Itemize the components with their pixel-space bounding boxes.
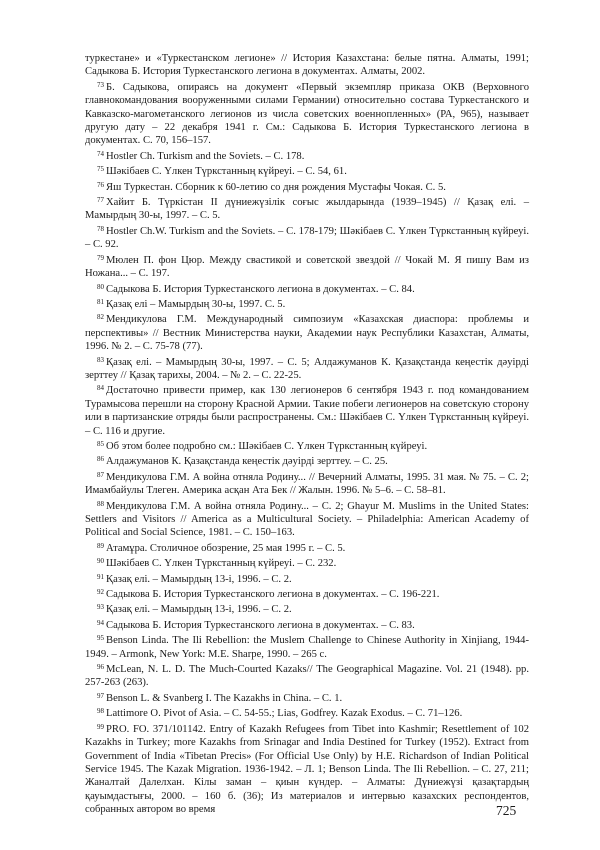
- endnote-text: Мендикулова Г.М. Международный симпозиум «Казахская диаспора: проблемы и перспективы» // Вестник Министерства науки, Академии наук Республики Казахстан, Алматы, 1996. № 2. – С. 75-78 (77).: [85, 314, 529, 353]
- endnote-text: Қазақ елі. – Мамырдың 13-і, 1996. – С. 2.: [106, 604, 292, 616]
- endnote-text: Hostler Ch.W. Turkism and the Soviets. – С. 178-179; Шәкібаев С. Үлкен Түркстанның күйреуі. – С. 92.: [85, 225, 529, 251]
- endnote-number: 83: [97, 355, 104, 364]
- endnote-77: [85, 194, 529, 223]
- endnote-text: Hostler Ch. Turkism and the Soviets. – С. 178.: [106, 150, 305, 162]
- endnotes-block: [85, 52, 529, 817]
- endnote-text: Қазақ елі. – Мамырдың 30-ы, 1997. – С. 5; Алдажуманов К. Қазақстанда кеңестік дәуірді зерттеу // Қазақ тарихы, 2004. – № 2. – С. 22-25.: [85, 356, 529, 381]
- endnote-number: 84: [97, 384, 104, 393]
- endnote-number: 90: [97, 557, 104, 566]
- endnote-number: 93: [97, 603, 104, 612]
- endnote-85: [85, 438, 529, 453]
- endnote-74: [85, 148, 529, 163]
- endnote-text: Достаточно привести пример, как 130 легионеров 6 сентября 1943 г. под командованием Турамысова перешли на сторону Красной Армии. Такие побеги легионеров на советскую сторону или в партизанские отряды были распространены. См.: Шәкібаев С. Үлкен Түркстанның күйреуі. – С. 116 и другие.: [85, 385, 529, 437]
- endnote-number: 80: [97, 282, 104, 291]
- endnote-91: [85, 571, 529, 586]
- endnote-number: 73: [97, 80, 104, 89]
- endnote-83: [85, 354, 529, 383]
- endnote-93: [85, 601, 529, 616]
- endnote-text: Қазақ елі. – Мамырдың 13-і, 1996. – С. 2.: [106, 573, 292, 585]
- endnote-number: 92: [97, 588, 104, 597]
- page-number: 725: [496, 803, 517, 818]
- endnote-86: [85, 453, 529, 468]
- endnote-text: Атамұра. Столичное обозрение, 25 мая 1995 г. – С. 5.: [106, 542, 346, 554]
- endnote-text: Қазақ елі – Мамырдың 30-ы, 1997. С. 5.: [106, 298, 286, 310]
- endnote-number: 97: [97, 691, 104, 700]
- endnote-number: 96: [97, 663, 104, 672]
- endnote-number: 79: [97, 253, 104, 262]
- endnote-text: туркестане» и «Туркестанском легионе» // История Казахстана: белые пятна. Алматы, 1991; Садыкова Б. История Туркестанского легиона в документах. Алматы, 2002.: [85, 53, 529, 78]
- endnote-text: Хайит Б. Түркістан ІІ дүниежүзілік соғыс жылдарында (1939–1945) // Қазақ елі. – Мамырдың 30-ы, 1997. – С. 5.: [85, 197, 529, 222]
- endnote-87: [85, 469, 529, 498]
- endnote-number: 75: [97, 165, 104, 174]
- endnote-81: [85, 296, 529, 311]
- endnote-99: [85, 721, 529, 817]
- endnote-88: [85, 498, 529, 540]
- endnote-94: [85, 617, 529, 632]
- endnote-number: 88: [97, 499, 104, 508]
- endnote-number: 89: [97, 541, 104, 550]
- endnote-text: McLean, N. L. D. The Much-Courted Kazaks// The Geographical Magazine. Vol. 21 (1948). pp. 257-263 (263).: [85, 664, 529, 689]
- endnote-text: Шәкібаев С. Үлкен Түркстанның күйреуі. – С. 54, 61.: [106, 166, 347, 178]
- endnote-number: 87: [97, 470, 104, 479]
- endnote-73: [85, 79, 529, 148]
- endnote-text: Б. Садыкова, опираясь на документ «Первый экземпляр приказа ОКВ (Верховного главнокомандования вооруженными силами Германии) относительно состава Туркестанского и Кавказско-магометанского легионов из числа советских военнопленных» (РА, 965), называет другую дату – 22 декабря 1941 г. См.: Садыкова Б. История Туркестанского легиона в документах. С. 70, 156–157.: [85, 81, 529, 147]
- endnote-text: Об этом более подробно см.: Шәкібаев С. Үлкен Түркстанның күйреуі.: [106, 440, 428, 452]
- endnote-text: Садыкова Б. История Туркестанского легиона в документах. – С. 196-221.: [106, 589, 440, 601]
- endnote-78: [85, 223, 529, 252]
- endnote-text: Яш Туркестан. Сборник к 60-летию со дня рождения Мустафы Чокая. С. 5.: [106, 181, 446, 193]
- endnote-98: [85, 705, 529, 720]
- endnote-text: Мендикулова Г.М. А война отняла Родину... – С. 2; Ghayur M. Muslims in the United States: Settlers and Visitors // America as a Multicultural Society. – Philadelphia: American Academy of Political and Social Science, 1981. – С. 150–163.: [85, 500, 529, 539]
- endnote-89: [85, 540, 529, 555]
- endnote-82: [85, 311, 529, 353]
- endnote-text: Алдажуманов К. Қазақстанда кеңестік дәуірді зерттеу. – С. 25.: [106, 456, 388, 468]
- endnote-84: [85, 382, 529, 438]
- endnote-number: 74: [97, 149, 104, 158]
- endnote-79: [85, 252, 529, 281]
- endnote-number: 82: [97, 313, 104, 322]
- endnote-number: 78: [97, 224, 104, 233]
- endnote-97: [85, 690, 529, 705]
- endnote-number: 77: [97, 196, 104, 205]
- endnote-text: Мюлен П. фон Цюр. Между свастикой и советской звездой // Чокай М. Я пишу Вам из Ножана... – С. 197.: [85, 254, 529, 280]
- endnote-text: Мендикулова Г.М. А война отняла Родину... // Вечерний Алматы, 1995. 31 мая. № 75. – С. 2; Имамбайулы Тлеген. Америка асқан Ата Бек // Жалын. 1996. № 5–6. – С. 58–81.: [85, 471, 529, 497]
- endnote-text: Lattimore O. Pivot of Asia. – С. 54-55.; Lias, Godfrey. Kazak Exodus. – С. 71–126.: [106, 708, 463, 720]
- endnote-95: [85, 632, 529, 661]
- endnote-96: [85, 661, 529, 690]
- endnote-80: [85, 281, 529, 296]
- endnote-number: 95: [97, 634, 104, 643]
- endnote-number: 94: [97, 618, 104, 627]
- endnote-number: 76: [97, 180, 104, 189]
- endnote-text: PRO. FO. 371/101142. Entry of Kazakh Refugees from Tibet into Kashmir; Resettlement of 102 Kazakhs in Turkey; more Kazakhs from Srinagar and India Destined for Turkey (1952). Extract from Government of India «Tibetan Precis» (For Official Use Only) by H.E. Richardson of Indian Political Service 1945. The Kazak Migration. 1936-1942. – Л. 1; Benson Linda. The Ili Rebellion. – С. 27, 211; Жаналтай Далелхан. Кілы заман – қиын күндер. – Алматы: Дүниежүзі қазақтардың қауымдастығы, 2000. – 160 б. (36); Из материалов и интервью казахских респондентов, собранных автором во время: [85, 723, 529, 816]
- endnote-76: [85, 179, 529, 194]
- endnote-number: 98: [97, 707, 104, 716]
- endnote-text: Benson L. & Svanberg I. The Kazakhs in China. – С. 1.: [106, 692, 343, 704]
- endnote-number: 81: [97, 297, 104, 306]
- endnote-number: 99: [97, 722, 104, 731]
- endnote-continuation: [85, 52, 529, 79]
- endnote-number: 85: [97, 439, 104, 448]
- endnote-number: 91: [97, 572, 104, 581]
- endnote-text: Садыкова Б. История Туркестанского легиона в документах. – С. 84.: [106, 283, 415, 295]
- endnote-text: Benson Linda. The Ili Rebellion: the Muslem Challenge to Chinese Authority in Xinjiang, 1944-1949. – Armonk, New York: M.E. Sharpe, 1990. – 265 с.: [85, 635, 529, 660]
- endnote-number: 86: [97, 455, 104, 464]
- endnote-text: Садыкова Б. История Туркестанского легиона в документах. – С. 83.: [106, 619, 415, 631]
- endnote-90: [85, 555, 529, 570]
- endnote-92: [85, 586, 529, 601]
- endnote-75: [85, 163, 529, 178]
- endnote-text: Шәкібаев С. Үлкен Түркстанның күйреуі. – С. 232.: [106, 558, 337, 570]
